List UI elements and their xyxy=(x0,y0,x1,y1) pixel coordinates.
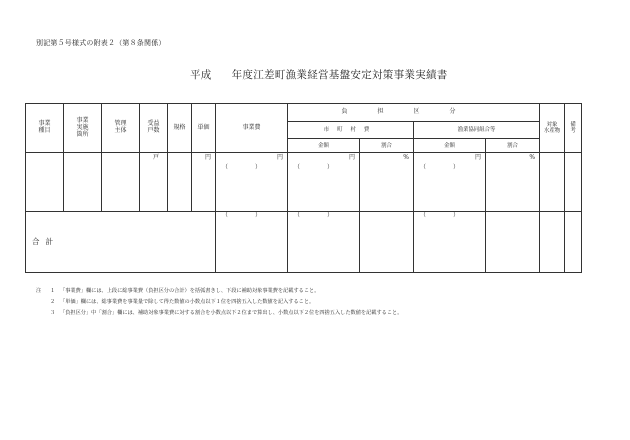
cell-project-cost: 円 （ ） xyxy=(216,153,288,212)
header-project-cost: 事業費 xyxy=(216,104,288,153)
total-city-ratio xyxy=(360,212,414,273)
cell-project-type xyxy=(26,153,64,212)
cell-remarks xyxy=(565,153,582,212)
header-city-cost: 市町村費 xyxy=(288,121,414,139)
note-1: 注 １ 「事業費」欄には、上段に総事業費（負担区分の合計）を括弧書きし、下段に補助対象事業費を記載すること。 xyxy=(36,286,402,297)
total-project-cost: （ ） xyxy=(216,212,288,273)
total-target-product xyxy=(540,212,565,273)
cell-households xyxy=(140,153,168,212)
unit-households: 戸 xyxy=(152,154,159,162)
header-beneficiary-households: 受益 戸数 xyxy=(140,104,168,153)
total-city-amount: （ ） xyxy=(288,212,360,273)
header-project-site: 事業 実施 箇所 xyxy=(64,104,102,153)
header-association: 漁業協同組合等 xyxy=(414,121,540,139)
note-3: ３ 「負担区分」中「割合」欄には、補助対象事業費に対する割合を小数点以下２位まで算出し、小数点以下２位を四捨五入した数値を記載すること。 xyxy=(50,310,403,316)
header-unit-price: 単価 xyxy=(192,104,216,153)
notes xyxy=(36,286,402,319)
header-assoc-amount: 金額 xyxy=(414,139,486,153)
unit-yen-assoc: 円 xyxy=(474,154,481,162)
header-city-amount: 金額 xyxy=(288,139,360,153)
unit-yen-cost: 円 xyxy=(276,154,283,162)
header-specification: 規格 xyxy=(168,104,192,153)
total-label: 合計 xyxy=(26,212,216,273)
cell-target-product xyxy=(540,153,565,212)
cell-city-amount: 円 （ ） xyxy=(288,153,360,212)
notes-mark: 注 xyxy=(36,288,42,294)
cell-city-ratio xyxy=(360,153,414,212)
note-2: ２ 「単価」欄には、総事業費を事業量で除して得た数値の小数点以下１位を四捨五入した数値を記入すること。 xyxy=(50,299,315,305)
title-text: 年度江差町漁業経営基盤安定対策事業実績書 xyxy=(231,69,448,81)
header-management-body: 管理 主体 xyxy=(102,104,140,153)
unit-percent-city: % xyxy=(403,154,409,162)
unit-yen-price: 円 xyxy=(204,154,211,162)
form-label: 別記第５号様式の附表２（第８条関係） xyxy=(36,39,166,47)
document-title xyxy=(190,67,448,82)
unit-yen-city: 円 xyxy=(348,154,355,162)
cell-assoc-ratio xyxy=(486,153,540,212)
header-city-ratio: 割合 xyxy=(360,139,414,153)
cell-management-body xyxy=(102,153,140,212)
total-remarks xyxy=(565,212,582,273)
header-target-product: 対象 水産物 xyxy=(540,104,565,153)
title-era: 平成 xyxy=(190,69,212,81)
total-assoc-ratio xyxy=(486,212,540,273)
total-assoc-amount: （ ） xyxy=(414,212,486,273)
cell-unit-price xyxy=(192,153,216,212)
header-assoc-ratio: 割合 xyxy=(486,139,540,153)
header-project-type: 事業 種目 xyxy=(26,104,64,153)
cell-assoc-amount: 円 （ ） xyxy=(414,153,486,212)
results-table xyxy=(25,103,582,273)
header-burden-division: 負担区分 xyxy=(288,104,540,122)
cell-project-site xyxy=(64,153,102,212)
unit-percent-assoc: % xyxy=(529,154,536,162)
header-remarks: 備 考 xyxy=(565,104,582,153)
cell-specification xyxy=(168,153,192,212)
